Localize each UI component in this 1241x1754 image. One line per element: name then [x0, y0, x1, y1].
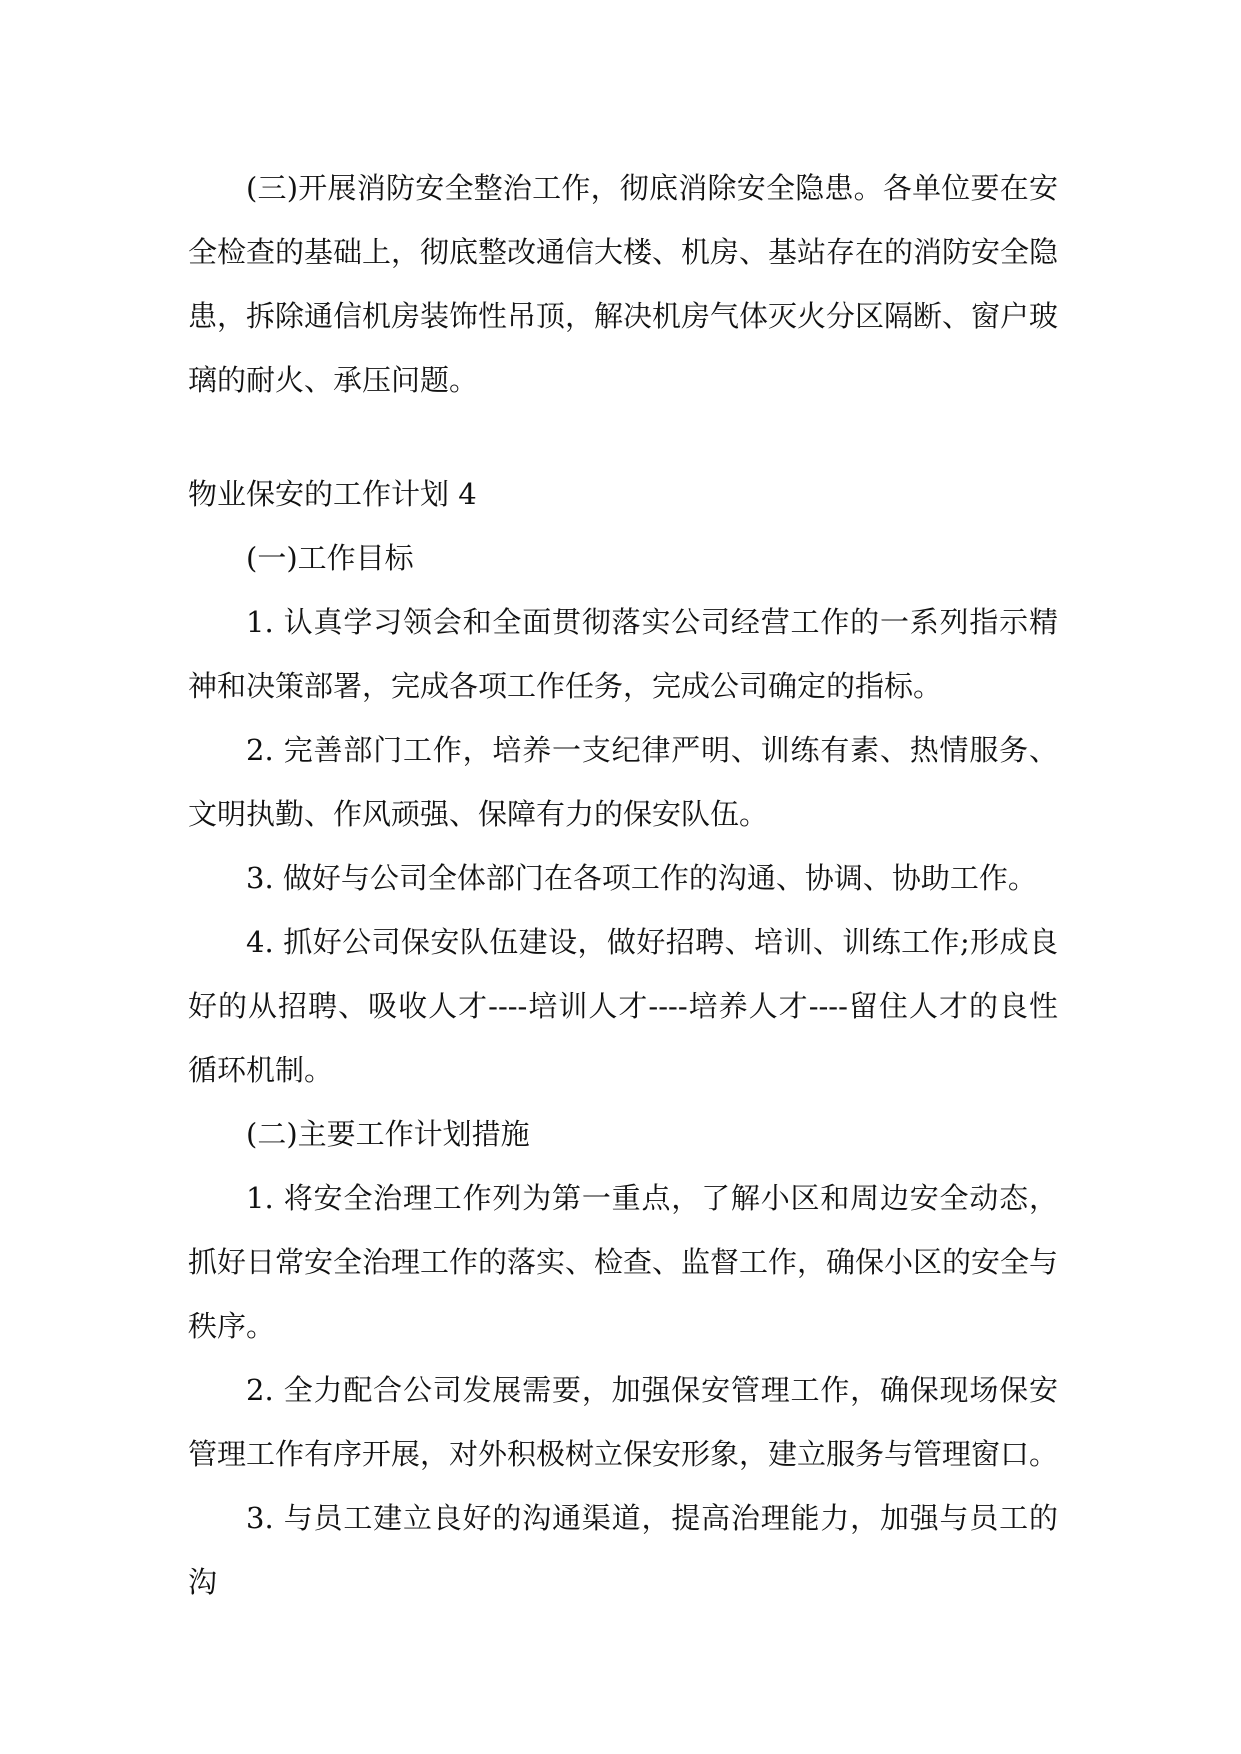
subheading-work-goals: (一)工作目标 — [246, 541, 414, 575]
goal-item-1: 1. 认真学习领会和全面贯彻落实公司经营工作的一系列指示精神和决策部署，完成各项工作任务，完成公司确定的指标。 — [188, 605, 1058, 703]
goal-item-4: 4. 抓好公司保安队伍建设，做好招聘、培训、训练工作;形成良好的从招聘、吸收人才----培训人才----培养人才----留住人才的良性循环机制。 — [188, 925, 1058, 1087]
goal-item-3: 3. 做好与公司全体部门在各项工作的沟通、协调、协助工作。 — [246, 861, 1037, 895]
measure-item-1: 1. 将安全治理工作列为第一重点，了解小区和周边安全动态，抓好日常安全治理工作的落实、检查、监督工作，确保小区的安全与秩序。 — [188, 1181, 1059, 1343]
goal-item-2: 2. 完善部门工作，培养一支纪律严明、训练有素、热情服务、文明执勤、作风顽强、保障有力的保安队伍。 — [188, 733, 1058, 831]
measure-item-3: 3. 与员工建立良好的沟通渠道，提高治理能力，加强与员工的沟 — [188, 1501, 1058, 1599]
paragraph-fire-safety: (三)开展消防安全整治工作，彻底消除安全隐患。各单位要在安全检查的基础上，彻底整改通信大楼、机房、基站存在的消防安全隐患，拆除通信机房装饰性吊顶，解决机房气体灭火分区隔断、窗户玻璃的耐火、承压问题。 — [188, 171, 1059, 397]
section-title: 物业保安的工作计划 4 — [188, 477, 477, 511]
subheading-main-measures: (二)主要工作计划措施 — [246, 1117, 530, 1151]
measure-item-2: 2. 全力配合公司发展需要，加强保安管理工作，确保现场保安管理工作有序开展，对外积极树立保安形象，建立服务与管理窗口。 — [188, 1373, 1059, 1471]
document-body — [188, 156, 1058, 1614]
